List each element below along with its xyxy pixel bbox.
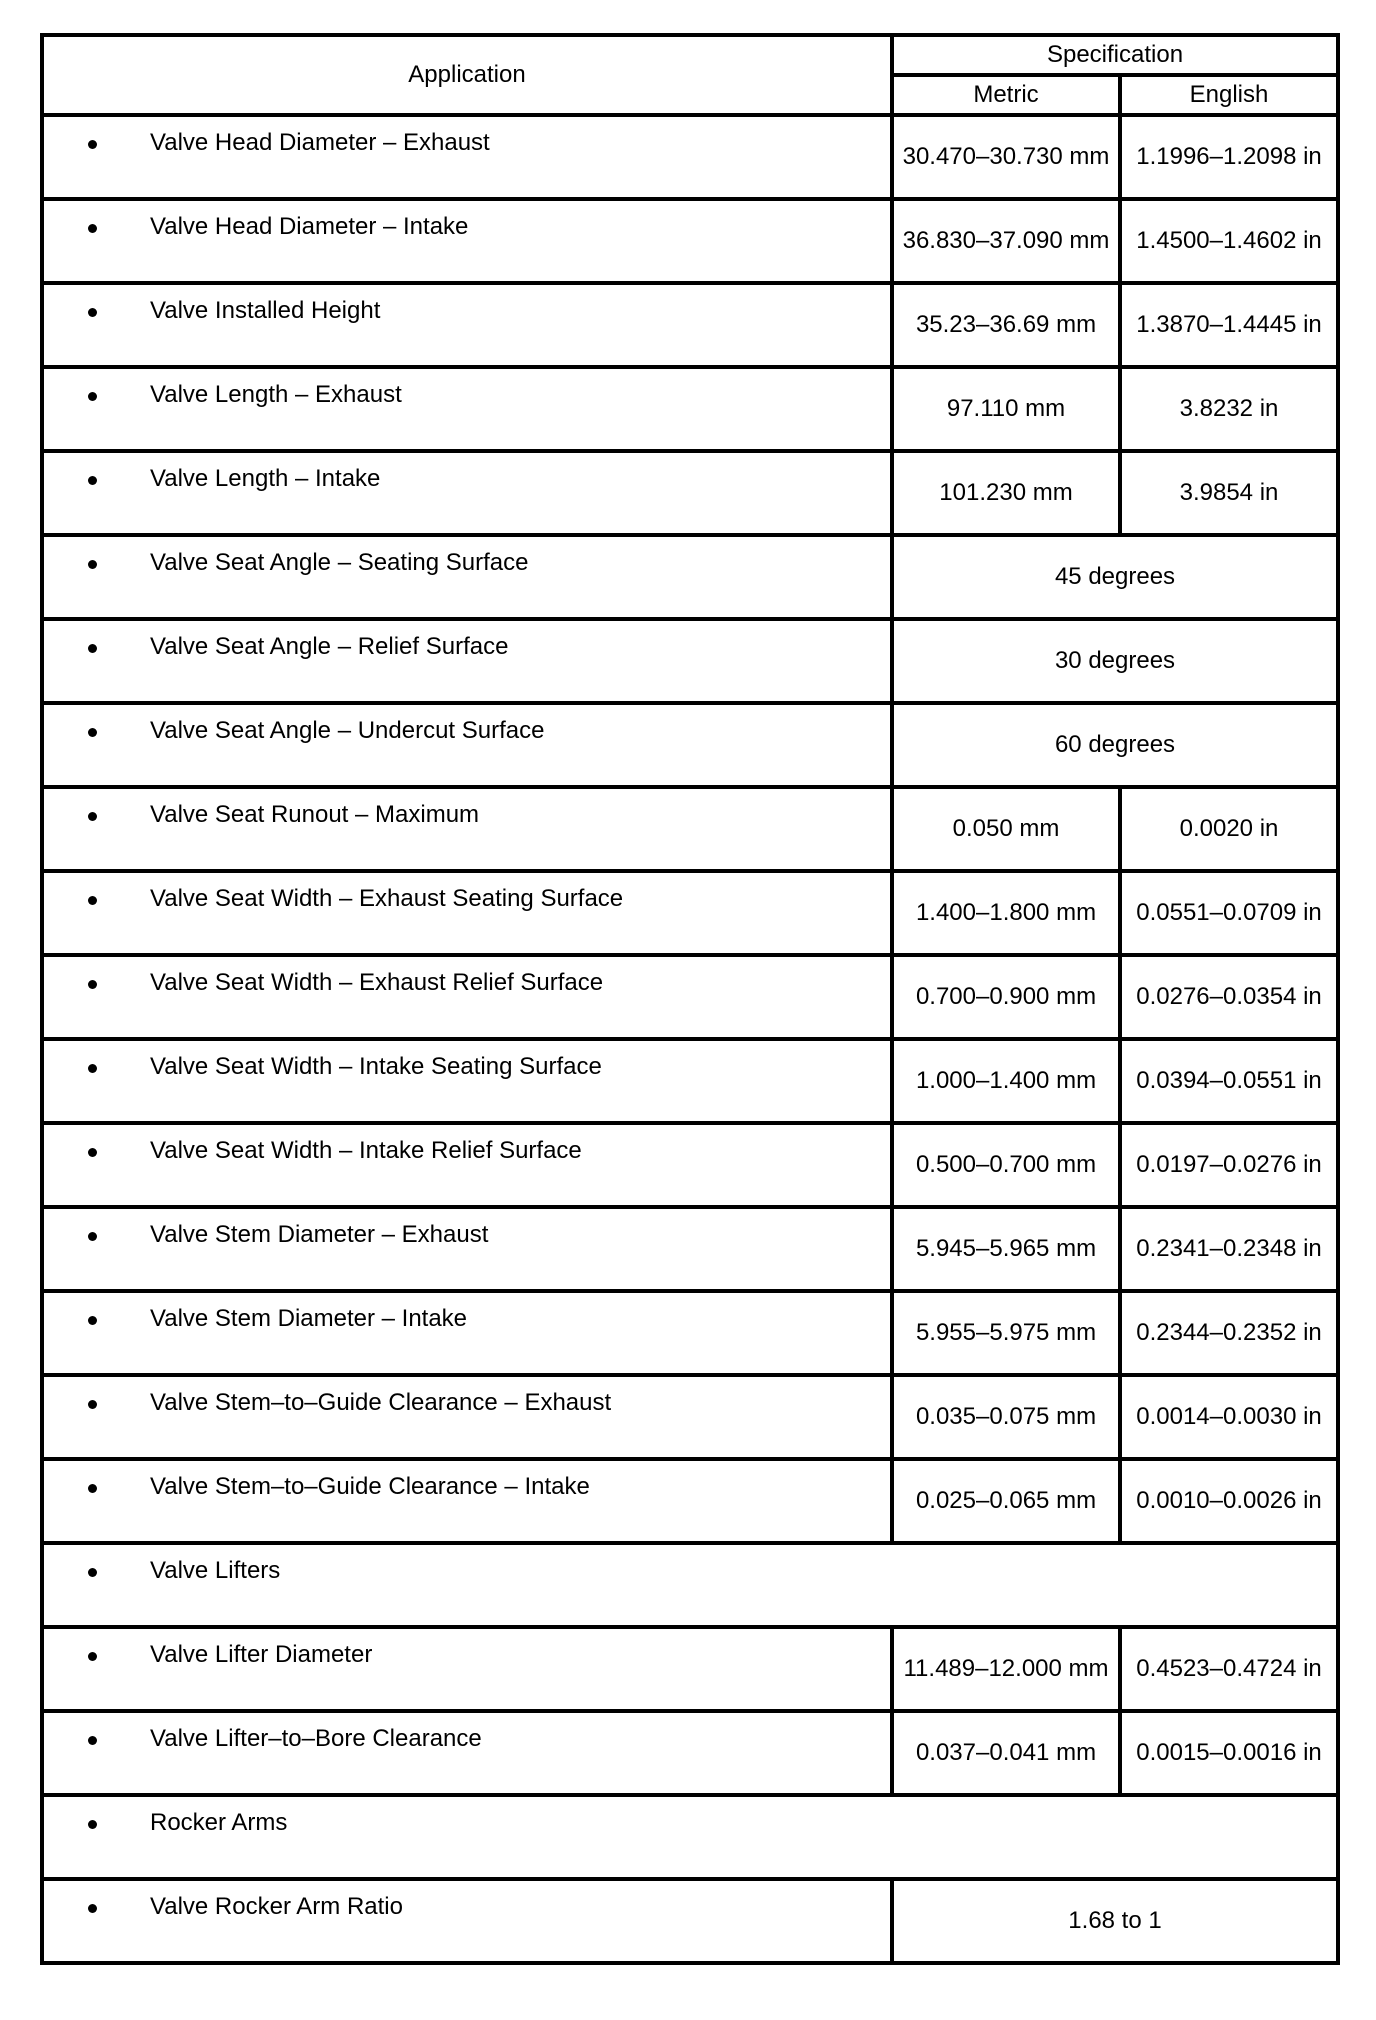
- english-value: 0.0010–0.0026 in: [1120, 1459, 1338, 1543]
- table-row: [42, 1459, 1338, 1543]
- application-label: Valve Lifter Diameter: [150, 1641, 373, 1668]
- bullet-icon: [44, 717, 150, 745]
- bullet-icon: [44, 465, 150, 493]
- table-row: [42, 535, 1338, 619]
- metric-value: 0.037–0.041 mm: [892, 1711, 1120, 1795]
- application-cell: [42, 1795, 1338, 1879]
- metric-value: 30.470–30.730 mm: [892, 115, 1120, 199]
- bullet-icon: [44, 213, 150, 241]
- application-label: Valve Stem–to–Guide Clearance – Intake: [150, 1473, 590, 1500]
- metric-header: Metric: [892, 75, 1120, 115]
- specification-header: Specification: [892, 35, 1338, 75]
- metric-value: 0.025–0.065 mm: [892, 1459, 1120, 1543]
- metric-value: 1.400–1.800 mm: [892, 871, 1120, 955]
- bullet-icon: [44, 801, 150, 829]
- bullet-icon: [44, 549, 150, 577]
- application-cell: [42, 535, 892, 619]
- table-row: [42, 1207, 1338, 1291]
- english-value: 3.8232 in: [1120, 367, 1338, 451]
- table-row: [42, 115, 1338, 199]
- metric-value: 5.945–5.965 mm: [892, 1207, 1120, 1291]
- table-row: [42, 1291, 1338, 1375]
- bullet-icon: [44, 1725, 150, 1753]
- metric-value: 5.955–5.975 mm: [892, 1291, 1120, 1375]
- application-cell: [42, 787, 892, 871]
- english-value: 0.0197–0.0276 in: [1120, 1123, 1338, 1207]
- application-cell: [42, 1711, 892, 1795]
- table-row: [42, 1039, 1338, 1123]
- specification-value: 30 degrees: [892, 619, 1338, 703]
- application-label: Valve Seat Angle – Relief Surface: [150, 633, 509, 660]
- application-label: Valve Length – Exhaust: [150, 381, 402, 408]
- application-cell: [42, 451, 892, 535]
- application-label: Valve Seat Runout – Maximum: [150, 801, 480, 828]
- specification-value: 45 degrees: [892, 535, 1338, 619]
- metric-value: 35.23–36.69 mm: [892, 283, 1120, 367]
- application-label: Valve Head Diameter – Exhaust: [150, 129, 490, 156]
- english-header: English: [1120, 75, 1338, 115]
- metric-value: 11.489–12.000 mm: [892, 1627, 1120, 1711]
- application-label: Valve Seat Angle – Seating Surface: [150, 549, 529, 576]
- table-row: [42, 871, 1338, 955]
- bullet-icon: [44, 381, 150, 409]
- metric-value: 101.230 mm: [892, 451, 1120, 535]
- english-value: 0.0551–0.0709 in: [1120, 871, 1338, 955]
- bullet-icon: [44, 1641, 150, 1669]
- valve-spec-table: [40, 33, 1340, 1965]
- metric-value: 0.035–0.075 mm: [892, 1375, 1120, 1459]
- table-row: [42, 451, 1338, 535]
- application-cell: [42, 1543, 1338, 1627]
- bullet-icon: [44, 1305, 150, 1333]
- english-value: 0.0394–0.0551 in: [1120, 1039, 1338, 1123]
- bullet-icon: [44, 969, 150, 997]
- table-row: [42, 1879, 1338, 1963]
- application-label: Valve Rocker Arm Ratio: [150, 1893, 403, 1920]
- application-label: Valve Head Diameter – Intake: [150, 213, 469, 240]
- application-cell: [42, 1627, 892, 1711]
- bullet-icon: [44, 1809, 150, 1837]
- application-label: Valve Stem–to–Guide Clearance – Exhaust: [150, 1389, 612, 1416]
- table-row: [42, 1795, 1338, 1879]
- application-label: Valve Lifters: [150, 1557, 281, 1584]
- metric-value: 36.830–37.090 mm: [892, 199, 1120, 283]
- bullet-icon: [44, 1557, 150, 1585]
- metric-value: 0.050 mm: [892, 787, 1120, 871]
- application-label: Valve Installed Height: [150, 297, 381, 324]
- table-row: [42, 283, 1338, 367]
- bullet-icon: [44, 1893, 150, 1921]
- table-row: [42, 199, 1338, 283]
- application-cell: [42, 1207, 892, 1291]
- application-label: Valve Length – Intake: [150, 465, 381, 492]
- application-cell: [42, 871, 892, 955]
- application-label: Valve Lifter–to–Bore Clearance: [150, 1725, 482, 1752]
- english-value: 0.0015–0.0016 in: [1120, 1711, 1338, 1795]
- english-value: 1.3870–1.4445 in: [1120, 283, 1338, 367]
- application-cell: [42, 1459, 892, 1543]
- application-label: Valve Seat Width – Intake Relief Surface: [150, 1137, 582, 1164]
- application-cell: [42, 283, 892, 367]
- english-value: 0.2341–0.2348 in: [1120, 1207, 1338, 1291]
- bullet-icon: [44, 633, 150, 661]
- table-row: [42, 703, 1338, 787]
- table-row: [42, 367, 1338, 451]
- english-value: 0.0014–0.0030 in: [1120, 1375, 1338, 1459]
- english-value: 1.1996–1.2098 in: [1120, 115, 1338, 199]
- bullet-icon: [44, 297, 150, 325]
- application-label: Valve Seat Angle – Undercut Surface: [150, 717, 545, 744]
- table-body: [42, 115, 1338, 1963]
- application-label: Rocker Arms: [150, 1809, 288, 1836]
- table-row: [42, 787, 1338, 871]
- table-row: [42, 1627, 1338, 1711]
- application-cell: [42, 1039, 892, 1123]
- english-value: 1.4500–1.4602 in: [1120, 199, 1338, 283]
- application-cell: [42, 115, 892, 199]
- application-cell: [42, 367, 892, 451]
- table-row: [42, 1711, 1338, 1795]
- metric-value: 0.500–0.700 mm: [892, 1123, 1120, 1207]
- metric-value: 97.110 mm: [892, 367, 1120, 451]
- application-cell: [42, 1291, 892, 1375]
- application-cell: [42, 955, 892, 1039]
- english-value: 0.4523–0.4724 in: [1120, 1627, 1338, 1711]
- bullet-icon: [44, 1137, 150, 1165]
- bullet-icon: [44, 1473, 150, 1501]
- english-value: 0.2344–0.2352 in: [1120, 1291, 1338, 1375]
- bullet-icon: [44, 1053, 150, 1081]
- metric-value: 0.700–0.900 mm: [892, 955, 1120, 1039]
- english-value: 0.0020 in: [1120, 787, 1338, 871]
- application-label: Valve Seat Width – Intake Seating Surface: [150, 1053, 602, 1080]
- table-row: [42, 1375, 1338, 1459]
- application-cell: [42, 1879, 892, 1963]
- application-cell: [42, 1375, 892, 1459]
- bullet-icon: [44, 1389, 150, 1417]
- specification-value: 60 degrees: [892, 703, 1338, 787]
- bullet-icon: [44, 129, 150, 157]
- application-cell: [42, 619, 892, 703]
- table-row: [42, 955, 1338, 1039]
- table-row: [42, 1123, 1338, 1207]
- table-row: [42, 619, 1338, 703]
- bullet-icon: [44, 1221, 150, 1249]
- table-row: [42, 1543, 1338, 1627]
- application-cell: [42, 199, 892, 283]
- application-cell: [42, 703, 892, 787]
- english-value: 3.9854 in: [1120, 451, 1338, 535]
- application-label: Valve Stem Diameter – Intake: [150, 1305, 468, 1332]
- metric-value: 1.000–1.400 mm: [892, 1039, 1120, 1123]
- application-label: Valve Seat Width – Exhaust Relief Surface: [150, 969, 604, 996]
- application-cell: [42, 1123, 892, 1207]
- application-label: Valve Stem Diameter – Exhaust: [150, 1221, 489, 1248]
- specification-value: 1.68 to 1: [892, 1879, 1338, 1963]
- application-label: Valve Seat Width – Exhaust Seating Surface: [150, 885, 624, 912]
- english-value: 0.0276–0.0354 in: [1120, 955, 1338, 1039]
- application-header: Application: [42, 35, 892, 115]
- bullet-icon: [44, 885, 150, 913]
